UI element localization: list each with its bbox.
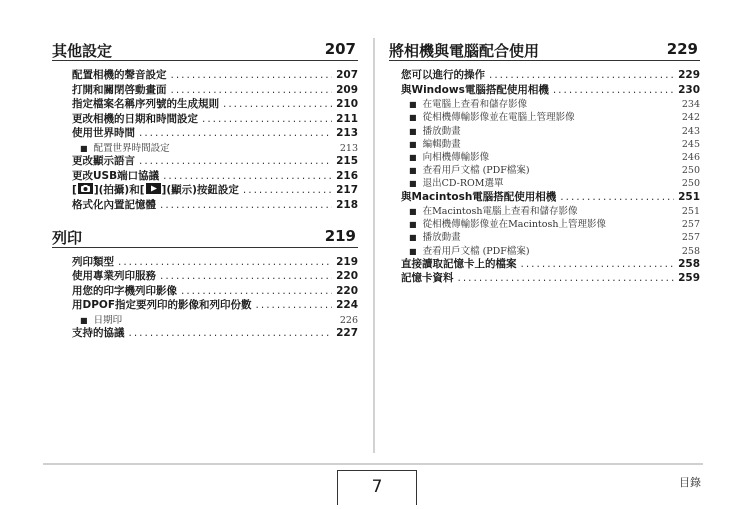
toc-subrow[interactable]: ■ 在電腦上查看和儲存影像 234	[401, 96, 700, 109]
right-column	[389, 40, 700, 285]
toc-subrow[interactable]: ■ 退出CD-ROM選單 250	[401, 175, 700, 188]
page-number: 7	[337, 470, 417, 505]
toc-row-button-settings[interactable]: [ ](拍攝)和[ ](顯示)按鈕設定 ..... 217	[72, 182, 358, 197]
toc-row[interactable]: 用您的印字機列印影像 ..... 220	[72, 283, 358, 298]
section-title: 其他設定	[52, 42, 113, 60]
section-header-computer	[389, 40, 700, 61]
footer-contents-label[interactable]: 目錄	[679, 476, 701, 489]
toc-subrow[interactable]: ■ 配置世界時間設定 213	[72, 140, 358, 153]
toc-row[interactable]: 指定檔案名稱序列號的生成規則 ..... 210	[72, 96, 358, 111]
toc-row[interactable]: 您可以進行的操作 ..... 229	[401, 67, 700, 82]
section-header-printing	[52, 227, 358, 248]
footer-rule	[43, 463, 703, 465]
section-page: 219	[324, 226, 356, 245]
toc-subrow[interactable]: ■ 從相機傳輸影像並在電腦上管理影像 242	[401, 109, 700, 122]
toc-row[interactable]: 列印類型 ..... 219	[72, 254, 358, 269]
toc-row[interactable]: 使用世界時間 ..... 213	[72, 125, 358, 140]
toc-subrow[interactable]: ■ 向相機傳輸影像 246	[401, 149, 700, 162]
toc-subrow[interactable]: ■ 在Macintosh電腦上查看和儲存影像 251	[401, 203, 700, 216]
section-title: 列印	[52, 228, 83, 247]
toc-row[interactable]: 格式化內置記憶體 ..... 218	[72, 197, 358, 212]
toc-subrow[interactable]: ■ 編輯動畫 245	[401, 136, 700, 149]
toc-row[interactable]: 使用專業列印服務 ..... 220	[72, 268, 358, 283]
section-page: 207	[324, 40, 356, 58]
toc-row[interactable]: 支持的協議 ..... 227	[72, 325, 358, 340]
toc-subrow[interactable]: ■ 從相機傳輸影像並在Macintosh上管理影像 257	[401, 216, 700, 229]
section-title: 將相機與電腦配合使用	[389, 42, 540, 60]
column-divider	[373, 38, 375, 453]
toc-subrow[interactable]: ■ 查看用戶文檔 (PDF檔案) 258	[401, 243, 700, 256]
toc-row[interactable]: 更改相機的日期和時間設定 ..... 211	[72, 111, 358, 126]
section-page: 229	[666, 40, 698, 58]
toc-row[interactable]: 更改USB端口協議 ..... 216	[72, 168, 358, 183]
toc-row[interactable]: 打開和關閉啓動畫面 ..... 209	[72, 82, 358, 97]
toc-row[interactable]: 直接讀取記憶卡上的檔案 ..... 258	[401, 256, 700, 271]
toc-row[interactable]: 與Macintosh電腦搭配使用相機 ..... 251	[401, 189, 700, 204]
camera-icon	[78, 183, 93, 194]
toc-subrow[interactable]: ■ 日期印 226	[72, 312, 358, 325]
left-column	[52, 40, 358, 340]
section-header-other-settings	[52, 40, 358, 61]
toc-row[interactable]: 更改顯示語言 ..... 215	[72, 153, 358, 168]
toc-subrow[interactable]: ■ 播放動畫 243	[401, 123, 700, 136]
toc-row[interactable]: 記憶卡資料 ..... 259	[401, 270, 700, 285]
toc-subrow[interactable]: ■ 播放動畫 257	[401, 229, 700, 242]
toc-row[interactable]: 配置相機的聲音設定 ..... 207	[72, 67, 358, 82]
toc-row[interactable]: 用DPOF指定要列印的影像和列印份數 ..... 224	[72, 297, 358, 312]
toc-subrow[interactable]: ■ 查看用戶文檔 (PDF檔案) 250	[401, 162, 700, 175]
play-icon	[146, 183, 161, 194]
toc-row[interactable]: 與Windows電腦搭配使用相機 ..... 230	[401, 82, 700, 97]
